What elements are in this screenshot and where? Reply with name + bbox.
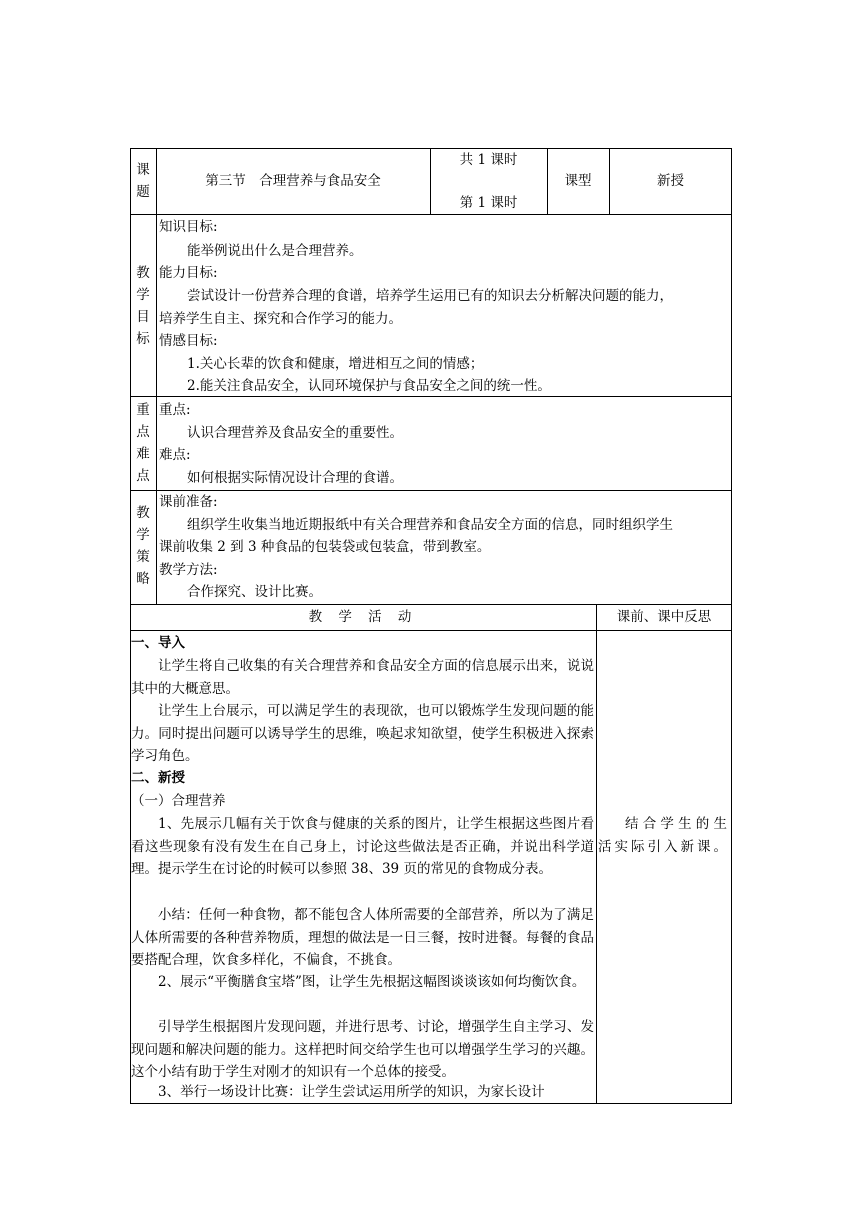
- row-divider: [130, 214, 732, 215]
- col-divider: [596, 604, 597, 1104]
- objectives-label: 教 学 目 标: [136, 265, 150, 347]
- type-value: 新授: [657, 173, 684, 189]
- lesson-paragraph: 3、举行一场设计比赛：让学生尝试运用所学的知识，为家长设计: [158, 1084, 545, 1100]
- type-label: 课型: [564, 173, 592, 189]
- intro-paragraph: 让学生上台展示，可以满足学生的表现欲，也可以锻炼学生发现问题的能力。同时提出问题可以诱导学生的思维，唤起求知欲望，使学生积极进入探索学习角色。: [131, 703, 594, 765]
- strategy-text: 课前收集 2 到 3 种食品的包装袋或包装盒，带到教室。: [159, 539, 491, 555]
- lesson-paragraph: 引导学生根据图片发现问题，并进行思考、讨论，增强学生自主学习、发现问题和解决问题的能力。这样把时间交给学生也可以增强学生学习的兴趣。这个小结有助于学生对刚才的知识有一个总体的接受。: [131, 1019, 594, 1081]
- reflection-header: 课前、课中反思: [616, 609, 712, 625]
- col-divider: [156, 148, 157, 604]
- summary-paragraph: 小结：任何一种食物，都不能包含人体所需要的全部营养，所以为了满足人体所需要的各种营养物质，理想的做法是一日三餐，按时进餐。每餐的食品要搭配合理，饮食多样化，不偏食，不挑食。: [131, 907, 594, 969]
- strategy-heading: 教学方法:: [159, 562, 218, 578]
- objective-heading: 知识目标:: [159, 219, 218, 235]
- row-divider: [130, 630, 732, 631]
- lesson-paragraph: 1、先展示几幅有关于饮食与健康的关系的图片，让学生根据这些图片看看这些现象有没有发生在自己身上，讨论这些做法是否正确，并说出科学道理。提示学生在讨论的时候可以参照 38、39 页的常见的食物成分表。: [131, 816, 594, 878]
- strategy-heading: 课前准备:: [159, 494, 218, 510]
- strategy-text: 合作探究、设计比赛。: [187, 584, 322, 600]
- lesson-topic: 第三节 合理营养与食品安全: [205, 173, 381, 189]
- objective-text: 尝试设计一份营养合理的食谱，培养学生运用已有的知识去分析解决问题的能力，: [187, 288, 673, 304]
- strategy-label: 教 学 策 略: [136, 505, 150, 587]
- objective-text: 2.能关注食品安全，认同环境保护与食品安全之间的统一性。: [187, 378, 551, 394]
- difficulty-text: 如何根据实际情况设计合理的食谱。: [187, 470, 403, 486]
- section-title-intro: 一、导入: [131, 635, 185, 651]
- intro-paragraph: 让学生将自己收集的有关合理营养和食品安全方面的信息展示出来，说说其中的大概意思。: [131, 658, 594, 697]
- subsection-title: （一）合理营养: [131, 793, 226, 809]
- row-divider: [130, 604, 732, 605]
- total-hours: 共 1 课时: [459, 152, 518, 168]
- topic-label: 课 题: [136, 162, 150, 200]
- strategy-text: 组织学生收集当地近期报纸中有关合理营养和食品安全方面的信息，同时组织学生: [187, 517, 673, 533]
- key-point-heading: 重点:: [159, 402, 191, 418]
- activities-header: 教 学 活 动: [308, 609, 418, 625]
- section-title-new: 二、新授: [131, 770, 185, 786]
- objective-text: 1.关心长辈的饮食和健康，增进相互之间的情感；: [187, 356, 484, 372]
- row-divider: [130, 490, 732, 491]
- current-hour: 第 1 课时: [459, 195, 518, 211]
- reflection-note: 结合学生的生活实际引入新课。: [598, 816, 730, 855]
- key-point-text: 认识合理营养及食品安全的重要性。: [187, 425, 403, 441]
- objective-heading: 情感目标:: [159, 333, 218, 349]
- key-points-label: 重 点 难 点: [136, 402, 150, 484]
- difficulty-heading: 难点:: [159, 447, 191, 463]
- objective-text: 培养学生自主、探究和合作学习的能力。: [159, 311, 402, 327]
- objective-heading: 能力目标:: [159, 265, 218, 281]
- lesson-paragraph: 2、展示“平衡膳食宝塔”图，让学生先根据这幅图谈谈该如何均衡饮食。: [158, 974, 586, 990]
- objective-text: 能举例说出什么是合理营养。: [187, 243, 363, 259]
